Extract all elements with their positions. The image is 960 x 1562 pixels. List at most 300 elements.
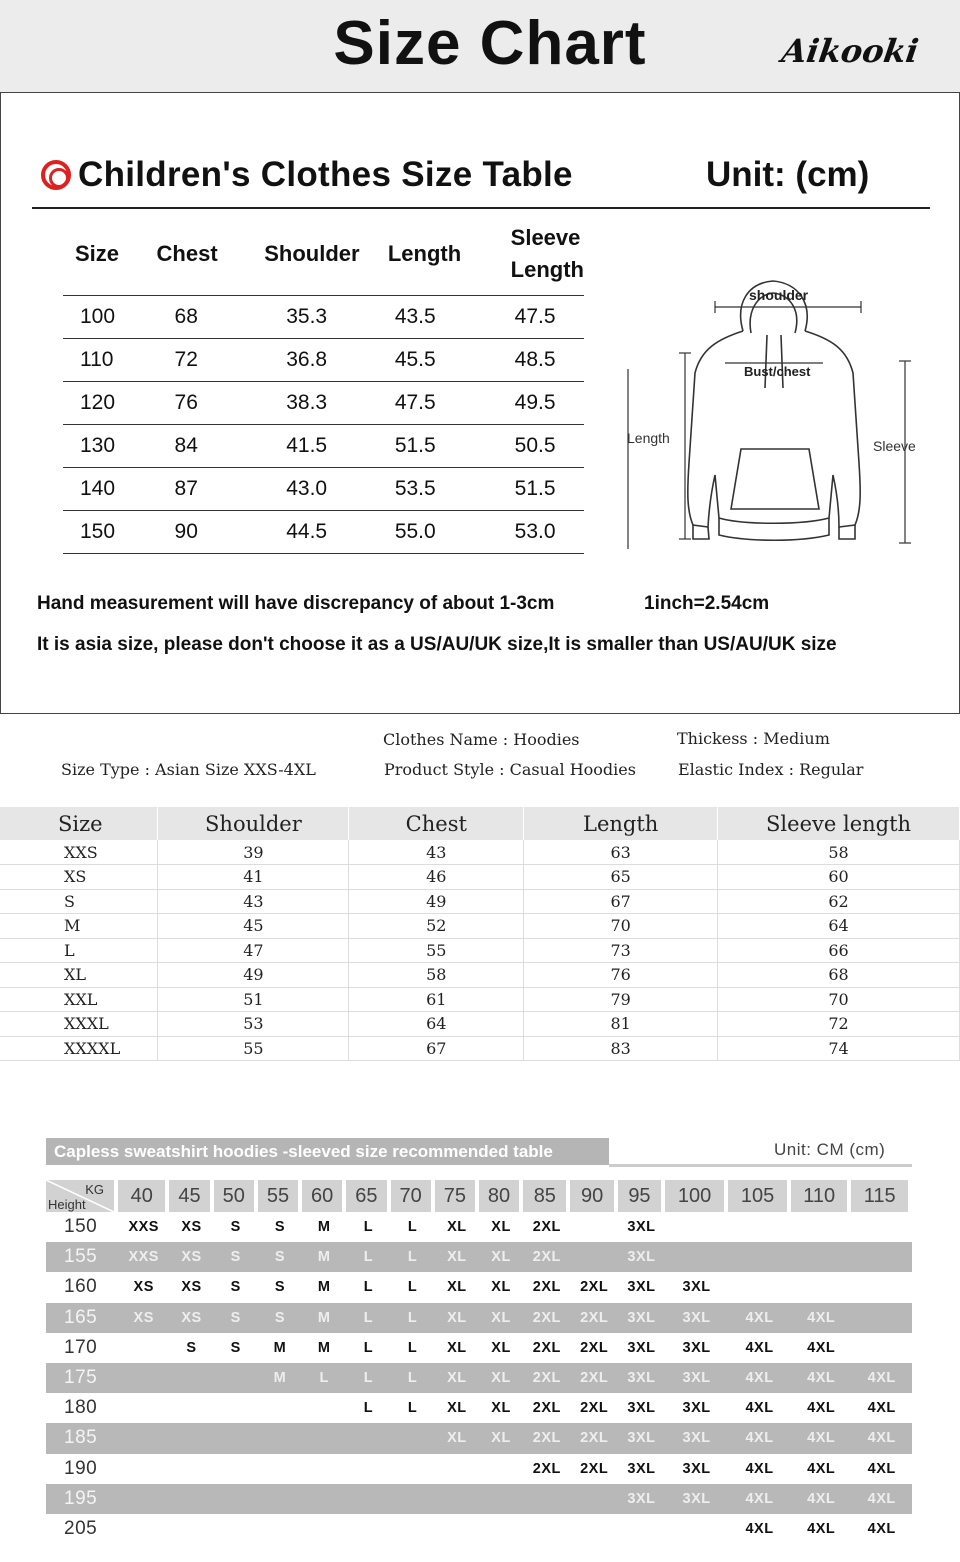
table-cell: 70 xyxy=(524,914,718,939)
note-inch-conversion: 1inch=2.54cm xyxy=(644,593,770,614)
column-header: Sleeve length xyxy=(718,807,960,840)
size-cell: L xyxy=(302,1363,346,1393)
table-cell: 53 xyxy=(158,1012,349,1037)
size-cell xyxy=(214,1514,258,1544)
size-cell: 4XL xyxy=(745,1460,774,1477)
size-cell: 3XL xyxy=(627,1279,656,1296)
size-cell xyxy=(851,1303,912,1333)
size-cell: 2XL xyxy=(580,1339,609,1356)
size-cell: XL xyxy=(479,1363,523,1393)
table-cell: 76 xyxy=(524,963,718,988)
table-cell: 58 xyxy=(718,840,960,865)
size-cell: 4XL xyxy=(807,1400,836,1417)
table-row xyxy=(63,338,584,381)
size-cell xyxy=(118,1484,169,1514)
table-cell: M xyxy=(0,914,158,939)
height-label: 160 xyxy=(64,1276,98,1298)
size-cell xyxy=(570,1514,617,1544)
size-cell: 4XL xyxy=(728,1484,791,1514)
size-cell: XXS xyxy=(118,1242,169,1272)
column-header: Length xyxy=(375,213,485,295)
table-cell: 90 xyxy=(157,510,265,553)
size-cell xyxy=(851,1212,912,1242)
size-cell: M xyxy=(273,1339,287,1356)
size-cell xyxy=(665,1212,728,1242)
size-cell xyxy=(391,1484,435,1514)
table-row xyxy=(0,840,960,865)
weight-header: 90 xyxy=(570,1180,617,1212)
size-cell: 4XL xyxy=(867,1520,896,1537)
size-cell xyxy=(851,1272,912,1302)
size-cell xyxy=(791,1242,851,1272)
table-cell: XXXL xyxy=(0,1012,158,1037)
column-header: Size xyxy=(0,807,158,840)
size-cell: 4XL xyxy=(791,1423,851,1453)
table-row xyxy=(46,1303,912,1333)
size-cell xyxy=(118,1333,169,1363)
table-cell: 39 xyxy=(158,840,349,865)
size-cell xyxy=(391,1454,435,1484)
size-cell: L xyxy=(407,1339,418,1356)
table-cell: 66 xyxy=(718,938,960,963)
corner-height-label: Height xyxy=(48,1197,86,1212)
size-cell: 2XL xyxy=(523,1363,570,1393)
size-cell: 2XL xyxy=(523,1303,570,1333)
table-cell: 73 xyxy=(524,938,718,963)
table-cell: 110 xyxy=(63,338,157,381)
size-cell: M xyxy=(317,1339,331,1356)
table-cell: 79 xyxy=(524,987,718,1012)
table-cell: 50.5 xyxy=(485,424,584,467)
size-cell: 3XL xyxy=(665,1303,728,1333)
size-cell: 3XL xyxy=(665,1363,728,1393)
info-product-style: Product Style : Casual Hoodies xyxy=(384,760,636,779)
table-cell: 53.0 xyxy=(485,510,584,553)
size-cell xyxy=(665,1514,728,1544)
size-cell: L xyxy=(391,1303,435,1333)
size-cell: 3XL xyxy=(627,1339,656,1356)
brand-logo: Aikooki xyxy=(779,32,921,70)
table-row xyxy=(0,865,960,890)
size-cell xyxy=(728,1212,791,1242)
size-cell: L xyxy=(407,1400,418,1417)
size-cell: S xyxy=(230,1339,241,1356)
size-cell: 3XL xyxy=(665,1484,728,1514)
size-cell xyxy=(302,1393,346,1423)
size-cell xyxy=(214,1363,258,1393)
table-cell: 68 xyxy=(157,295,265,338)
size-cell: XL xyxy=(435,1363,479,1393)
table-row xyxy=(0,938,960,963)
table-cell: 55 xyxy=(349,938,524,963)
table-row xyxy=(46,1272,912,1302)
size-cell xyxy=(791,1212,851,1242)
size-cell: 2XL xyxy=(532,1400,561,1417)
size-cell: XL xyxy=(447,1400,467,1417)
size-cell: 3XL xyxy=(665,1423,728,1453)
table-row xyxy=(46,1212,912,1242)
size-cell xyxy=(169,1393,213,1423)
size-cell: 2XL xyxy=(570,1303,617,1333)
divider xyxy=(32,207,930,209)
table-row xyxy=(0,963,960,988)
table-cell: 64 xyxy=(349,1012,524,1037)
table-cell: 48.5 xyxy=(485,338,584,381)
size-cell: 2XL xyxy=(532,1339,561,1356)
table-cell: 35.3 xyxy=(264,295,375,338)
size-cell: L xyxy=(346,1363,390,1393)
recommend-size-table xyxy=(46,1180,912,1544)
size-cell xyxy=(118,1423,169,1453)
table-cell: 49 xyxy=(349,889,524,914)
size-cell: 3XL xyxy=(618,1423,665,1453)
column-header: Sleeve Length xyxy=(485,213,584,295)
size-cell xyxy=(523,1514,570,1544)
size-cell xyxy=(258,1484,302,1514)
size-cell: 2XL xyxy=(570,1363,617,1393)
size-cell: XS xyxy=(169,1242,213,1272)
table-cell: 100 xyxy=(63,295,157,338)
table-cell: 36.8 xyxy=(264,338,375,381)
size-cell xyxy=(214,1484,258,1514)
weight-header: 60 xyxy=(302,1180,346,1212)
size-cell: L xyxy=(363,1400,374,1417)
weight-header: 115 xyxy=(851,1180,912,1212)
size-cell: 3XL xyxy=(627,1400,656,1417)
size-cell: 3XL xyxy=(618,1242,665,1272)
table-cell: 52 xyxy=(349,914,524,939)
size-cell xyxy=(346,1454,390,1484)
page-title: Size Chart xyxy=(333,9,647,78)
size-cell: XS xyxy=(169,1303,213,1333)
size-cell xyxy=(479,1454,523,1484)
table-cell: 84 xyxy=(157,424,265,467)
table-row xyxy=(46,1514,912,1544)
height-label: 150 xyxy=(64,1216,98,1238)
size-cell: 4XL xyxy=(728,1423,791,1453)
column-header: Shoulder xyxy=(264,213,375,295)
adult-size-table xyxy=(0,807,960,1061)
column-header: Shoulder xyxy=(158,807,349,840)
size-cell xyxy=(479,1514,523,1544)
weight-header: 40 xyxy=(118,1180,169,1212)
height-label: 170 xyxy=(64,1336,98,1358)
size-cell: XL xyxy=(479,1423,523,1453)
size-cell: XS xyxy=(181,1219,202,1236)
size-cell: 4XL xyxy=(728,1363,791,1393)
size-cell: 2XL xyxy=(523,1423,570,1453)
table-cell: 67 xyxy=(524,889,718,914)
weight-header: 110 xyxy=(791,1180,851,1212)
size-cell: XL xyxy=(447,1339,467,1356)
size-cell: 4XL xyxy=(851,1484,912,1514)
table-cell: XS xyxy=(0,865,158,890)
size-cell: M xyxy=(317,1219,331,1236)
size-cell xyxy=(391,1423,435,1453)
size-cell: 3XL xyxy=(618,1363,665,1393)
hoodie-diagram xyxy=(623,263,923,563)
size-cell: XL xyxy=(491,1339,511,1356)
size-cell xyxy=(214,1454,258,1484)
table-cell: 47.5 xyxy=(375,381,485,424)
table-cell: 130 xyxy=(63,424,157,467)
corner-cell xyxy=(46,1180,118,1212)
weight-header: 50 xyxy=(214,1180,258,1212)
size-cell: L xyxy=(363,1219,374,1236)
size-cell: 4XL xyxy=(745,1520,774,1537)
table-row xyxy=(63,295,584,338)
size-cell: XL xyxy=(447,1219,467,1236)
bullet-ring-icon xyxy=(41,160,71,190)
table-row xyxy=(63,424,584,467)
size-cell xyxy=(169,1514,213,1544)
table-cell: 70 xyxy=(718,987,960,1012)
size-cell xyxy=(302,1514,346,1544)
size-cell xyxy=(169,1363,213,1393)
size-cell xyxy=(479,1484,523,1514)
size-cell: 4XL xyxy=(791,1484,851,1514)
weight-header: 95 xyxy=(618,1180,665,1212)
size-cell xyxy=(169,1423,213,1453)
table-row xyxy=(0,889,960,914)
height-label: 205 xyxy=(64,1517,98,1539)
table-cell: 38.3 xyxy=(264,381,375,424)
size-cell: 2XL xyxy=(580,1400,609,1417)
size-cell: XL xyxy=(447,1279,467,1296)
table-cell: XXS xyxy=(0,840,158,865)
size-cell xyxy=(435,1454,479,1484)
weight-header: 55 xyxy=(258,1180,302,1212)
table-cell: 81 xyxy=(524,1012,718,1037)
size-cell xyxy=(851,1333,912,1363)
size-cell: S xyxy=(214,1242,258,1272)
size-cell: 4XL xyxy=(745,1339,774,1356)
info-clothes-name: Clothes Name : Hoodies xyxy=(383,730,580,749)
size-cell: 2XL xyxy=(532,1460,561,1477)
table-cell: XXL xyxy=(0,987,158,1012)
size-cell xyxy=(302,1423,346,1453)
table-cell: 55.0 xyxy=(375,510,485,553)
weight-header: 85 xyxy=(523,1180,570,1212)
table-row xyxy=(46,1454,912,1484)
table-cell: 43.5 xyxy=(375,295,485,338)
column-header: Length xyxy=(524,807,718,840)
size-cell xyxy=(728,1272,791,1302)
info-size-type: Size Type : Asian Size XXS-4XL xyxy=(61,760,316,779)
size-cell: XL xyxy=(435,1242,479,1272)
column-header: Chest xyxy=(157,213,265,295)
table-cell: 63 xyxy=(524,840,718,865)
table-cell: 41 xyxy=(158,865,349,890)
table-cell: 46 xyxy=(349,865,524,890)
weight-header: 75 xyxy=(435,1180,479,1212)
size-cell: M xyxy=(302,1303,346,1333)
size-cell: L xyxy=(407,1279,418,1296)
table-cell: 87 xyxy=(157,467,265,510)
table-header-row xyxy=(63,213,584,295)
size-cell: 3XL xyxy=(682,1279,711,1296)
size-cell: S xyxy=(258,1242,302,1272)
size-cell: XS xyxy=(118,1303,169,1333)
size-cell: L xyxy=(346,1303,390,1333)
weight-header: 65 xyxy=(346,1180,390,1212)
size-cell xyxy=(618,1514,665,1544)
size-cell xyxy=(570,1212,617,1242)
table-header-row xyxy=(46,1180,912,1212)
corner-kg-label: KG xyxy=(85,1182,104,1197)
note-measurement: Hand measurement will have discrepancy of about 1-3cm xyxy=(37,593,555,614)
size-cell: 3XL xyxy=(682,1400,711,1417)
table-cell: 72 xyxy=(718,1012,960,1037)
size-cell xyxy=(302,1484,346,1514)
size-cell: S xyxy=(186,1339,197,1356)
table-cell: 58 xyxy=(349,963,524,988)
table-cell: 44.5 xyxy=(264,510,375,553)
size-cell xyxy=(258,1514,302,1544)
size-cell: L xyxy=(363,1339,374,1356)
size-cell xyxy=(169,1454,213,1484)
size-cell: 4XL xyxy=(807,1339,836,1356)
size-cell: 4XL xyxy=(867,1460,896,1477)
size-cell xyxy=(851,1242,912,1272)
recommend-table-title: Capless sweatshirt hoodies -sleeved size recommended table xyxy=(46,1138,609,1165)
size-cell: XXS xyxy=(128,1219,159,1236)
size-cell xyxy=(791,1272,851,1302)
weight-header: 105 xyxy=(728,1180,791,1212)
table-cell: 47.5 xyxy=(485,295,584,338)
size-cell xyxy=(118,1393,169,1423)
size-cell: 2XL xyxy=(523,1242,570,1272)
column-header: Size xyxy=(63,213,157,295)
size-cell xyxy=(570,1242,617,1272)
table-cell: L xyxy=(0,938,158,963)
size-cell: 4XL xyxy=(851,1363,912,1393)
size-cell: S xyxy=(274,1279,286,1296)
size-cell xyxy=(346,1484,390,1514)
size-cell xyxy=(523,1484,570,1514)
table-cell: 49.5 xyxy=(485,381,584,424)
size-cell xyxy=(728,1242,791,1272)
size-cell: XL xyxy=(479,1242,523,1272)
size-cell: 2XL xyxy=(570,1423,617,1453)
size-cell: XL xyxy=(491,1400,511,1417)
info-thickness: Thickess : Medium xyxy=(677,729,830,748)
table-row xyxy=(0,1036,960,1061)
children-unit-label: Unit: (cm) xyxy=(706,155,870,194)
size-cell xyxy=(258,1393,302,1423)
size-cell xyxy=(346,1514,390,1544)
size-cell: 4XL xyxy=(851,1423,912,1453)
table-cell: 120 xyxy=(63,381,157,424)
size-cell: 3XL xyxy=(627,1219,656,1236)
table-header-row xyxy=(0,807,960,840)
table-cell: 83 xyxy=(524,1036,718,1061)
size-cell: XS xyxy=(181,1279,202,1296)
diagram-label-length: Length xyxy=(627,430,670,446)
table-cell: 55 xyxy=(158,1036,349,1061)
size-cell xyxy=(118,1514,169,1544)
size-cell: M xyxy=(302,1242,346,1272)
table-row xyxy=(46,1423,912,1453)
table-cell: 43 xyxy=(158,889,349,914)
table-cell: 140 xyxy=(63,467,157,510)
size-cell xyxy=(169,1484,213,1514)
size-cell: S xyxy=(258,1303,302,1333)
size-cell: L xyxy=(391,1363,435,1393)
table-cell: 67 xyxy=(349,1036,524,1061)
table-cell: 45 xyxy=(158,914,349,939)
size-cell: XL xyxy=(479,1303,523,1333)
table-cell: 51.5 xyxy=(485,467,584,510)
table-row xyxy=(63,467,584,510)
table-cell: 74 xyxy=(718,1036,960,1061)
size-cell: XL xyxy=(435,1303,479,1333)
size-cell: S xyxy=(230,1279,241,1296)
height-label: 155 xyxy=(46,1242,118,1272)
weight-header: 45 xyxy=(169,1180,213,1212)
table-cell: 47 xyxy=(158,938,349,963)
table-row xyxy=(0,914,960,939)
table-cell: 51 xyxy=(158,987,349,1012)
size-cell xyxy=(665,1242,728,1272)
size-cell: 4XL xyxy=(791,1303,851,1333)
table-cell: 43 xyxy=(349,840,524,865)
size-cell xyxy=(570,1484,617,1514)
size-cell: S xyxy=(230,1219,241,1236)
size-cell: 2XL xyxy=(532,1279,561,1296)
size-cell: L xyxy=(363,1279,374,1296)
diagram-label-bust: Bust/chest xyxy=(744,364,811,379)
size-cell xyxy=(118,1363,169,1393)
size-cell: XL xyxy=(435,1423,479,1453)
height-label: 175 xyxy=(46,1363,118,1393)
size-cell: L xyxy=(391,1242,435,1272)
table-cell: 61 xyxy=(349,987,524,1012)
size-cell: 3XL xyxy=(618,1303,665,1333)
weight-header: 70 xyxy=(391,1180,435,1212)
size-cell: 3XL xyxy=(618,1484,665,1514)
table-cell: S xyxy=(0,889,158,914)
height-label: 165 xyxy=(46,1303,118,1333)
table-row xyxy=(46,1242,912,1272)
size-cell: S xyxy=(274,1219,286,1236)
table-cell: 60 xyxy=(718,865,960,890)
table-cell: 76 xyxy=(157,381,265,424)
table-cell: XL xyxy=(0,963,158,988)
size-cell: 2XL xyxy=(580,1460,609,1477)
size-cell xyxy=(258,1423,302,1453)
height-label: 190 xyxy=(64,1457,98,1479)
weight-header: 100 xyxy=(665,1180,728,1212)
diagram-label-shoulder: shoulder xyxy=(749,287,809,303)
diagram-label-sleeve: Sleeve xyxy=(873,438,916,454)
children-table-title: Children's Clothes Size Table xyxy=(78,155,573,194)
table-cell: 41.5 xyxy=(264,424,375,467)
height-label: 195 xyxy=(46,1484,118,1514)
size-cell xyxy=(258,1454,302,1484)
table-cell: 49 xyxy=(158,963,349,988)
size-cell xyxy=(435,1484,479,1514)
table-cell: 72 xyxy=(157,338,265,381)
height-label: 185 xyxy=(46,1423,118,1453)
size-cell: 3XL xyxy=(682,1339,711,1356)
size-cell: S xyxy=(214,1303,258,1333)
children-size-table xyxy=(63,213,584,554)
size-cell: L xyxy=(346,1242,390,1272)
size-cell: 4XL xyxy=(867,1400,896,1417)
table-cell: 64 xyxy=(718,914,960,939)
size-cell: XL xyxy=(491,1219,511,1236)
